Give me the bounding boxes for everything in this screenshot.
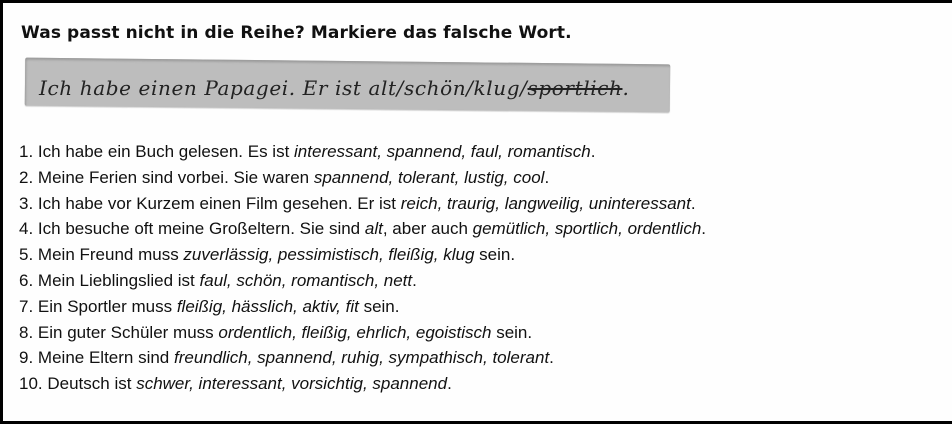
example-suffix: . bbox=[622, 76, 630, 100]
exercise-list bbox=[19, 139, 706, 397]
list-item: 2. Meine Ferien sind vorbei. Sie waren spannend, tolerant, lustig, cool. bbox=[19, 167, 550, 187]
list-item: 10. Deutsch ist schwer, interessant, vorsichtig, spannend. bbox=[19, 374, 452, 394]
example-struck-word: sportlich bbox=[527, 76, 623, 100]
list-item: 3. Ich habe vor Kurzem einen Film gesehen. Er ist reich, traurig, langweilig, uninteressant. bbox=[19, 193, 696, 213]
list-item: 6. Mein Lieblingslied ist faul, schön, romantisch, nett. bbox=[19, 270, 417, 290]
example-prefix: Ich habe einen Papagei. Er ist alt/schön/klug/ bbox=[39, 76, 528, 100]
list-item: 5. Mein Freund muss zuverlässig, pessimistisch, fleißig, klug sein. bbox=[19, 245, 516, 265]
list-item: 4. Ich besuche oft meine Großeltern. Sie sind alt, aber auch gemütlich, sportlich, ordentlich. bbox=[19, 219, 707, 239]
list-item: 8. Ein guter Schüler muss ordentlich, fleißig, ehrlich, egoistisch sein. bbox=[19, 322, 533, 342]
exercise-title: Was passt nicht in die Reihe? Markiere das falsche Wort. bbox=[21, 23, 572, 43]
list-item: 9. Meine Eltern sind freundlich, spannend, ruhig, sympathisch, tolerant. bbox=[19, 348, 554, 368]
list-item: 1. Ich habe ein Buch gelesen. Es ist interessant, spannend, faul, romantisch. bbox=[19, 142, 596, 161]
list-item: 7. Ein Sportler muss fleißig, hässlich, aktiv, fit sein. bbox=[19, 296, 400, 316]
example-sentence bbox=[39, 76, 629, 100]
